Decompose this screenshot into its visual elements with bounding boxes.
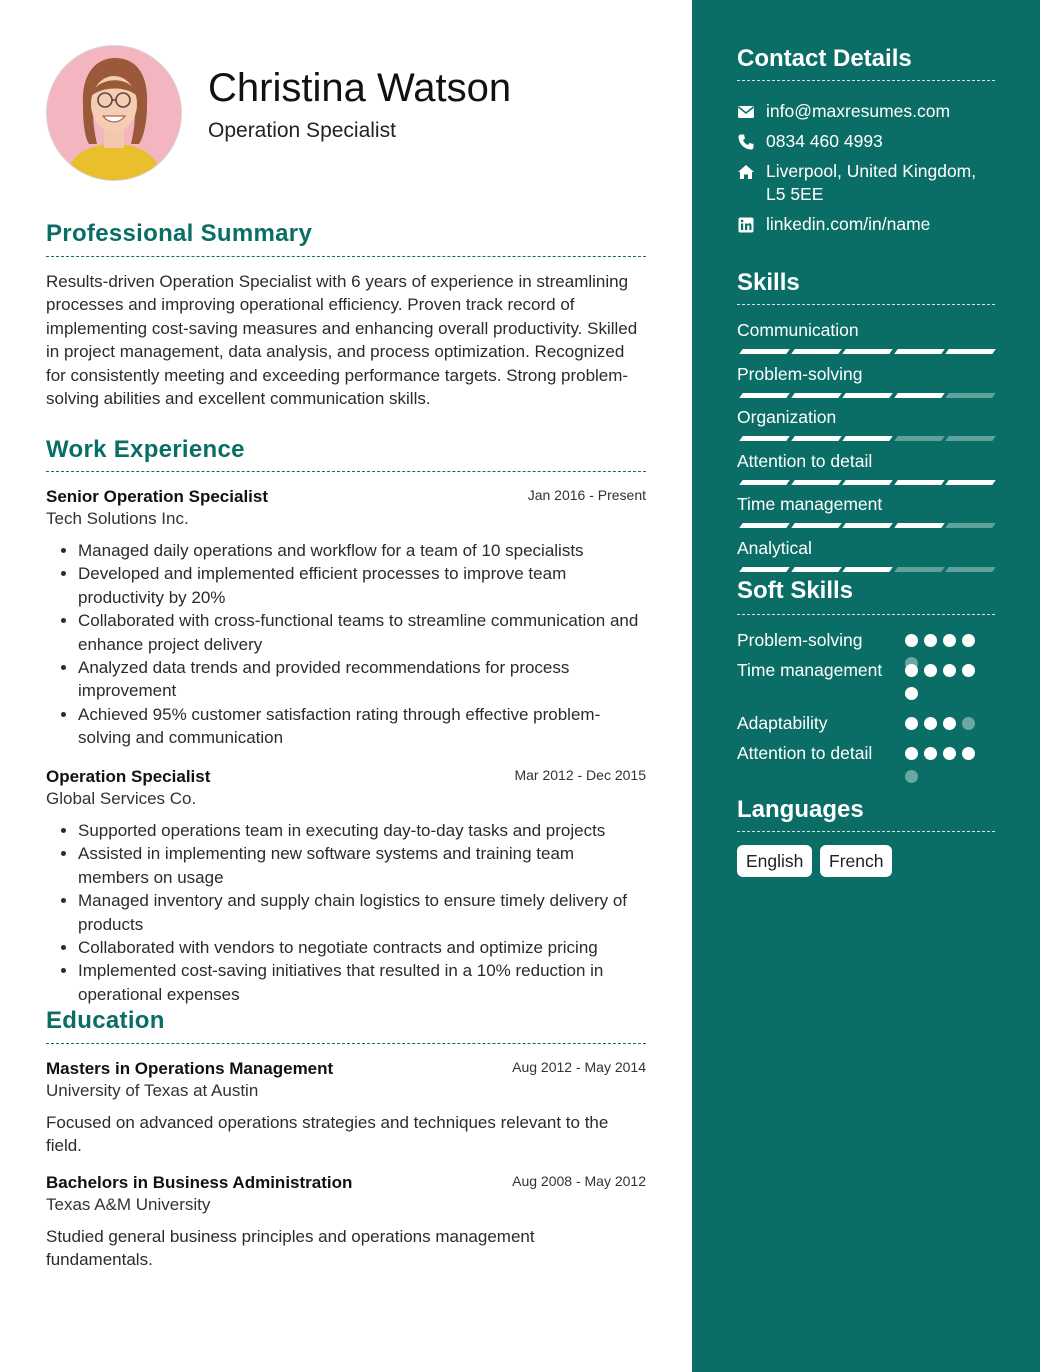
phone-text: 0834 460 4993 [766,131,883,151]
skill-bar-segment [842,523,893,528]
soft-skills-heading: Soft Skills [737,577,854,604]
skill-name: Analytical [737,537,812,558]
skill-name: Attention to detail [737,450,873,471]
home-icon [737,163,755,181]
language-badge: French [820,845,892,877]
rating-dot [905,687,918,700]
skill-bar-segment [739,567,790,572]
rating-dot [924,717,937,730]
skill-bar-segment [945,480,996,485]
rating-dot [943,634,956,647]
job-date: Jan 2016 - Present [527,487,646,503]
skill-level-bar [737,523,995,529]
skill-level-bar [737,436,995,442]
skill-bar-segment [945,349,996,354]
skill-bar-segment [842,349,893,354]
skill-bar-segment [894,393,945,398]
skill-name: Time management [737,494,883,514]
soft-skill-name: Adaptability [737,713,828,733]
address-text: Liverpool, United Kingdom, L5 5EE [766,161,977,204]
job-company: Tech Solutions Inc. [46,509,189,528]
skill-bar-segment [894,523,945,528]
rating-dot [905,664,918,677]
contact-phone [737,130,997,154]
skill-bar-segment [894,349,945,354]
section-divider [46,256,646,257]
list-item: • Managed inventory and supply chain logistics to ensure timely delivery of products [78,889,646,936]
rating-dot [962,634,975,647]
education-description: Focused on advanced operations strategies and techniques relevant to the field. [46,1113,609,1156]
job-title: Operation Specialist [46,767,211,786]
skill-name: Communication [737,320,859,340]
soft-skill-name: Problem-solving [737,630,863,650]
job-entry-header [46,767,646,809]
rating-dot [943,717,956,730]
contact-linkedin [737,213,997,237]
contact-heading: Contact Details [737,45,912,72]
linkedin-icon [737,216,755,234]
skill-bar-segment [791,567,842,572]
skill-level-bar [737,349,995,355]
rating-dot [962,664,975,677]
language-badge: English [737,845,812,877]
skill-bar-segment [739,523,790,528]
skill-bar-segment [842,567,893,572]
job-title: Senior Operation Specialist [46,487,269,506]
soft-skill-name: Attention to detail [737,743,873,763]
skill-bar-segment [791,393,842,398]
skill-name: Organization [737,407,837,427]
skill-bar-segment [945,567,996,572]
skill-bar-segment [945,436,996,441]
degree-title: Bachelors in Business Administration [46,1173,353,1192]
email-text[interactable]: info@maxresumes.com [766,101,951,121]
section-divider [46,471,646,472]
candidate-title: Operation Specialist [208,119,396,142]
experience-heading: Work Experience [46,436,245,463]
skill-bar-segment [894,436,945,441]
rating-dot [962,747,975,760]
phone-icon [737,133,755,151]
rating-dot [924,747,937,760]
rating-dot [943,747,956,760]
soft-skill-name: Time management [737,660,883,680]
rating-dot [962,717,975,730]
skill-bar-segment [842,393,893,398]
list-item: • Collaborated with vendors to negotiate contracts and optimize pricing [78,936,646,959]
job-company: Global Services Co. [46,789,197,808]
skill-name: Problem-solving [737,363,863,384]
education-date: Aug 2008 - May 2012 [512,1173,646,1189]
rating-dot [905,747,918,760]
skill-bar-segment [739,480,790,485]
skill-bar-segment [945,523,996,528]
rating-dot [905,770,918,783]
skill-bar-segment [791,480,842,485]
rating-dot [943,664,956,677]
section-divider [737,614,995,615]
skill-bar-segment [842,480,893,485]
education-entry-header [46,1059,646,1101]
job-bullets [46,819,646,1006]
list-item: • Assisted in implementing new software systems and training team members on usage [78,842,646,889]
skill-bar-segment [791,349,842,354]
skill-bar-segment [739,436,790,441]
list-item: • Achieved 95% customer satisfaction rating through effective problem-solving and communication [78,703,646,750]
skill-bar-segment [945,393,996,398]
summary-heading: Professional Summary [46,220,313,247]
rating-dot [905,634,918,647]
contact-address [737,160,997,208]
skill-level-bar [737,567,995,573]
rating-dot [905,717,918,730]
school-name: Texas A&M University [46,1195,211,1214]
degree-title: Masters in Operations Management [46,1059,334,1078]
skill-bar-segment [842,436,893,441]
section-divider [737,80,995,81]
skills-heading: Skills [737,269,800,296]
job-date: Mar 2012 - Dec 2015 [514,767,646,783]
profile-photo [46,45,182,181]
list-item: • Developed and implemented efficient processes to improve team productivity by 20% [78,562,646,609]
list-item: • Managed daily operations and workflow for a team of 10 specialists [78,539,646,562]
job-entry-header [46,487,646,529]
skill-bar-segment [739,349,790,354]
school-name: University of Texas at Austin [46,1081,259,1100]
skill-bar-segment [894,480,945,485]
skill-bar-segment [791,523,842,528]
contact-email [737,100,997,124]
rating-dot [924,664,937,677]
languages-heading: Languages [737,796,864,823]
education-heading: Education [46,1007,165,1034]
section-divider [737,831,995,832]
skill-level-bar [737,393,995,399]
list-item: • Supported operations team in executing day-to-day tasks and projects [78,819,646,842]
education-entry-header [46,1173,646,1215]
linkedin-text[interactable]: linkedin.com/in/name [766,214,931,234]
section-divider [737,304,995,305]
envelope-icon [737,103,755,121]
list-item: • Analyzed data trends and provided recommendations for process improvement [78,656,646,703]
skill-bar-segment [894,567,945,572]
education-description: Studied general business principles and operations management fundamentals. [46,1227,535,1270]
education-date: Aug 2012 - May 2014 [512,1059,646,1075]
job-bullets [46,539,646,750]
summary-text: Results-driven Operation Specialist with 6 years of experience in streamlining processes and improving operational efficiency. Proven track record of implementing cost-saving measures and enhancing overall productivity. Skilled in project management, data analysis, and process optimization. Recognized for consistently meeting and exceeding performance targets. Strong problem-solving abilities and excellent communication skills. [46,272,638,409]
sidebar [692,0,1040,1372]
skill-level-bar [737,480,995,486]
skill-bar-segment [739,393,790,398]
rating-dot [924,634,937,647]
candidate-name: Christina Watson [208,66,512,110]
list-item: • Collaborated with cross-functional teams to streamline communication and enhance project delivery [78,609,646,656]
skill-bar-segment [791,436,842,441]
list-item: • Implemented cost-saving initiatives that resulted in a 10% reduction in operational expenses [78,959,646,1006]
section-divider [46,1043,646,1044]
